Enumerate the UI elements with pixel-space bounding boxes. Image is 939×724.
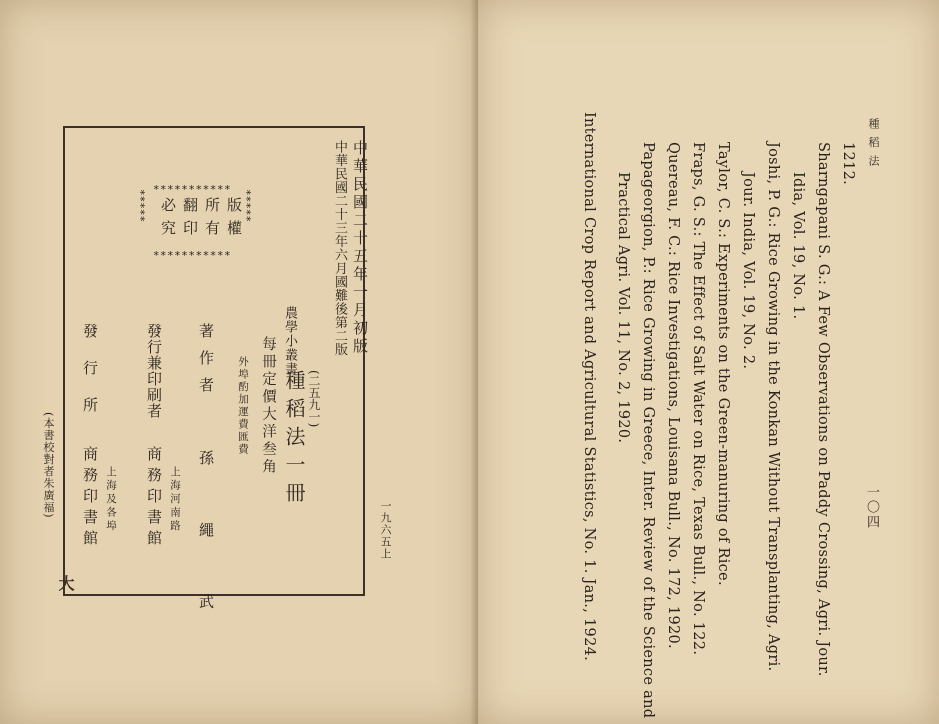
reference-line-4: Joshi, P. G.: Rice Growing in the Konkan Without Transplanting, Agri. [765, 142, 781, 672]
reference-line-6: Taylor, C. S.: Experiments on the Green-manuring of Rice. [715, 142, 731, 586]
edition-date-second: 中華民國二十三年六月國難後第二版 [332, 140, 347, 356]
proofreader-note: (本書校對者朱廣福) [42, 412, 55, 519]
postage-note: 外埠酌加運費匯費 [237, 356, 249, 456]
distributor-name: 商務印書館 [81, 446, 99, 551]
right-page [478, 0, 939, 724]
reference-line-1: 1212. [840, 142, 856, 186]
print-code: 一九六五上 [379, 500, 392, 560]
reference-line-8: Quereau, F. C.: Rice Investigations, Louisana Bull., No. 172, 1920. [665, 142, 681, 649]
stars-border-right: ***** [240, 189, 253, 223]
distributor-label: 發行所 [81, 323, 99, 434]
reference-line-11: International Crop Report and Agricultural Statistics, No. 1. Jan., 1924. [581, 112, 597, 662]
reference-line-3: Idia, Vol. 19, No. 1. [790, 172, 806, 320]
reference-line-10: Practical Agri. Vol. 11, No. 2, 1920. [615, 172, 631, 444]
edition-date-first: 中華民國二十五年一月初版 [351, 140, 369, 356]
price-line: 每冊定價大洋叁角 [260, 336, 276, 476]
copyright-col-4: 必究 [159, 197, 177, 243]
corner-stamp: 大 [56, 575, 75, 591]
copyright-col-1: 版權 [225, 197, 243, 243]
publisher-address: 上海河南路 [169, 466, 181, 534]
reference-line-2: Sharngapani S. G.: A Few Observations on Paddy Crossing, Agri. Jour. [815, 142, 831, 677]
book-title: 種稻法一冊 [282, 370, 306, 510]
stars-border-left: ***** [134, 189, 147, 223]
stars-border-bottom: *********** [152, 249, 232, 262]
author-name: 孫 繩 武 [197, 450, 215, 635]
copyright-notice [132, 183, 252, 261]
copyright-col-3: 翻印 [181, 197, 199, 243]
page-number: 一〇四 [864, 485, 879, 530]
stars-border-top: *********** [152, 183, 232, 196]
series-name: 農學小叢書 [282, 306, 297, 376]
running-head: 種 稻 法 [867, 118, 880, 168]
reference-line-5: Jour. India, Vol. 19, No. 2. [740, 172, 756, 370]
catalog-number: (二五九一) [307, 370, 321, 428]
reference-line-7: Fraps, G. S.: The Effect of Salt Water on Rice, Texas Bull., No. 122. [690, 142, 706, 656]
author-label: 著作者 [197, 323, 215, 404]
publisher-name: 商務印書館 [145, 446, 163, 551]
copyright-col-2: 所有 [203, 197, 221, 243]
publisher-label: 發行兼印刷者 [145, 323, 163, 419]
distributor-address: 上海及各埠 [105, 466, 117, 534]
reference-line-9: Papageorgion, P.: Rice Growing in Greece, Inter. Review of the Science and [640, 142, 656, 719]
